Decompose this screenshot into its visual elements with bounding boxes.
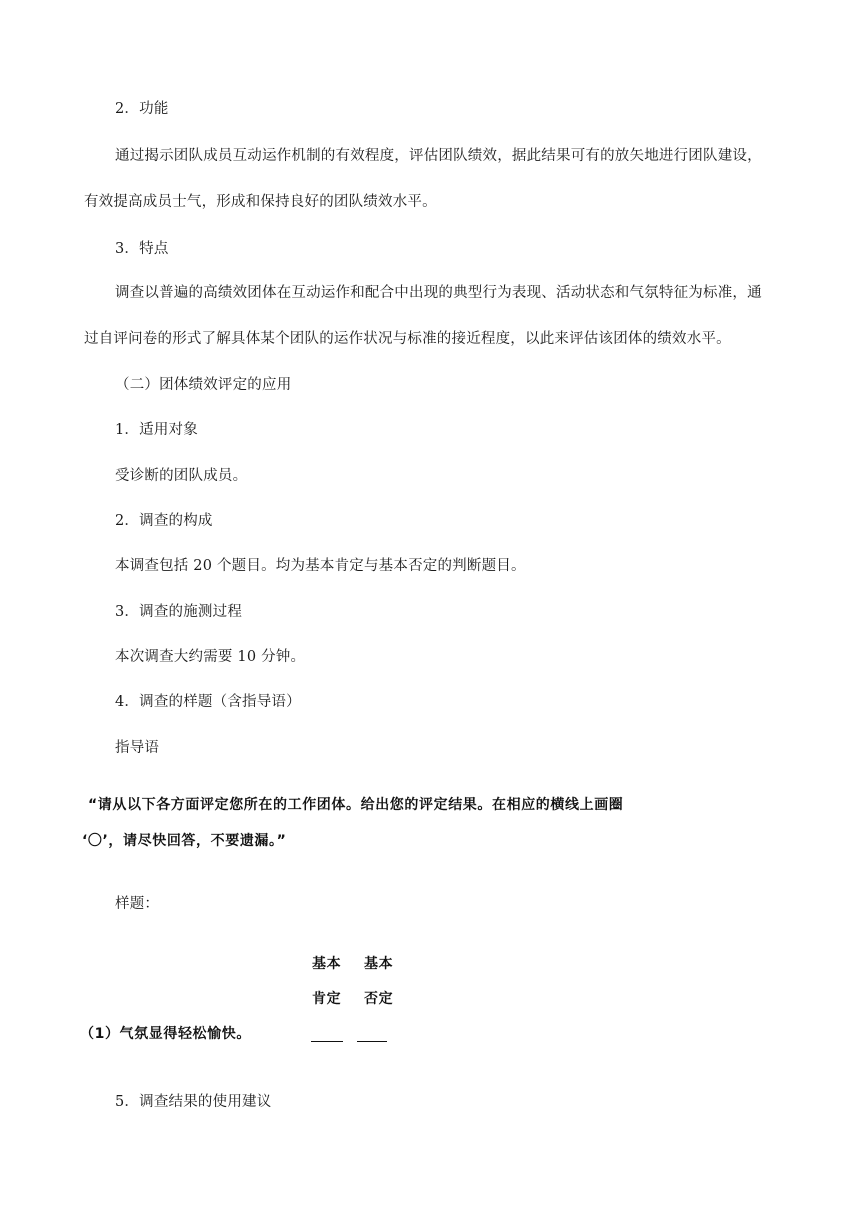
feature-heading: 3．特点	[115, 241, 169, 257]
instruction-line-2: ‘〇’，请尽快回答，不要遗漏。”	[82, 833, 287, 849]
column-basic-yes-line-2: 肯定	[312, 991, 342, 1007]
feature-paragraph-line-2: 过自评问卷的形式了解具体某个团队的运作状况与标准的接近程度，以此来评估该团体的绩效水平。	[84, 331, 731, 347]
column-basic-yes-line-1: 基本	[312, 956, 342, 972]
answer-blank-yes	[311, 1041, 343, 1042]
answer-blank-no	[357, 1041, 387, 1042]
sample-label: 样题：	[115, 896, 160, 912]
guide-label: 指导语	[115, 740, 160, 756]
sample-item-1: （1）气氛显得轻松愉快。	[80, 1026, 251, 1042]
target-text: 受诊断的团队成员。	[115, 468, 248, 484]
composition-text: 本调查包括 20 个题目。均为基本肯定与基本否定的判断题目。	[115, 558, 526, 574]
column-basic-no-line-2: 否定	[364, 991, 394, 1007]
feature-paragraph-line-1: 调查以普遍的高绩效团体在互动运作和配合中出现的典型行为表现、活动状态和气氛特征为标准，通	[115, 285, 762, 301]
composition-heading: 2．调查的构成	[115, 513, 213, 529]
sample-heading: 4．调查的样题（含指导语）	[115, 694, 301, 710]
process-text: 本次调查大约需要 10 分钟。	[115, 649, 306, 665]
suggestion-heading: 5．调查结果的使用建议	[115, 1094, 272, 1110]
instruction-line-1: “请从以下各方面评定您所在的工作团体。给出您的评定结果。在相应的横线上画圈	[88, 797, 624, 813]
function-heading: 2．功能	[115, 101, 169, 117]
function-paragraph-line-2: 有效提高成员士气，形成和保持良好的团队绩效水平。	[84, 194, 437, 210]
application-heading: （二）团体绩效评定的应用	[115, 377, 292, 393]
function-paragraph-line-1: 通过揭示团队成员互动运作机制的有效程度，评估团队绩效，据此结果可有的放矢地进行团队建设，	[115, 148, 762, 164]
column-basic-no-line-1: 基本	[364, 956, 394, 972]
target-heading: 1．适用对象	[115, 422, 198, 438]
process-heading: 3．调查的施测过程	[115, 604, 243, 620]
